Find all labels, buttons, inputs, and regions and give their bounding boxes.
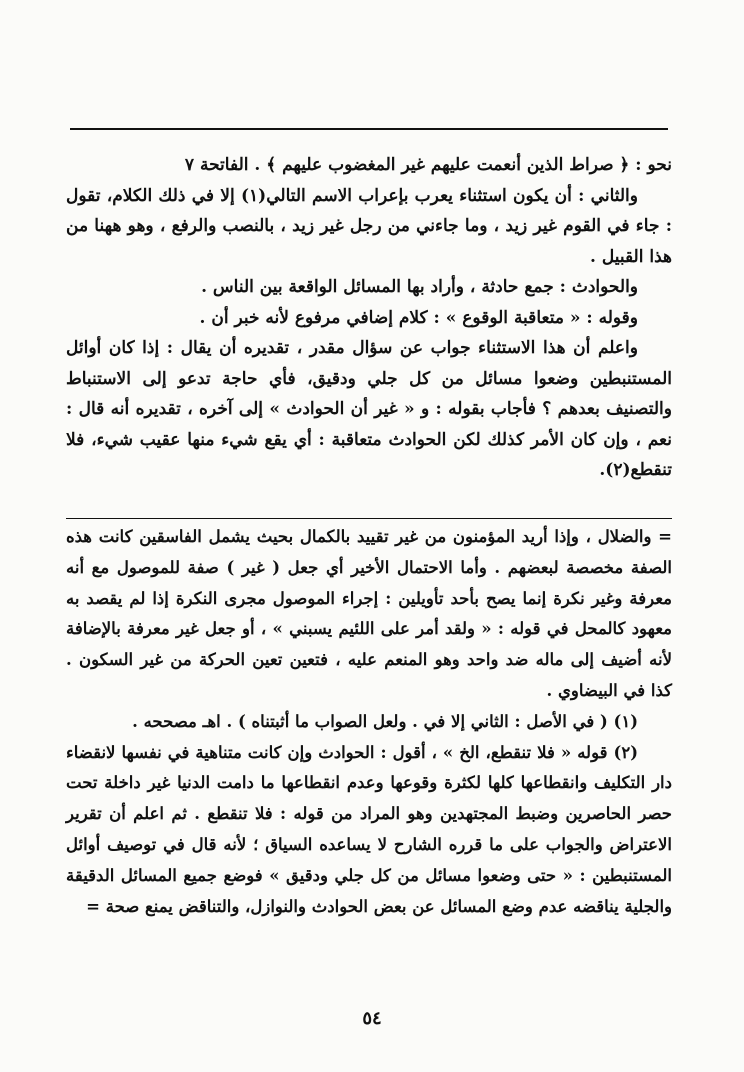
main-text [66,150,672,486]
footnote-2: (٢) قوله « فلا تنقطع، الخ » ، أقول : الحوادث وإن كانت متناهية في نفسها لانقضاء دار التكليف وانقطاعها كلها لكثرة وقوعها وعدم انقطاعها ما دامت الدنيا غير داخلة تحت حصر الحاصرين وضبط المجتهدين وهو المراد من قوله : فلا تنقطع . ثم اعلم أن تقرير الاعتراض والجواب على ما قرره الشارح لا يساعده السياق ؛ لأنه قال في توصيف أوائل المستنبطين : « حتى وضعوا مسائل من كل جلي ودقيق » فوضع جميع المسائل الدقيقة والجلية يناقضه عدم وضع المسائل عن بعض الحوادث والنوازل، والتناقض يمنع صحة = [66,742,672,916]
paragraph-istithna: واعلم أن هذا الاستثناء جواب عن سؤال مقدر ، تقديره أن يقال : إذا كان أوائل المستنبطين وضعوا مسائل من كل جلي ودقيق، فأي حاجة تدعو إلى الاستنباط والتصنيف بعدهم ؟ فأجاب بقوله : و « غير أن الحوادث » إلى آخره ، تقديره أنه قال : نعم ، وإن كان الأمر كذلك لكن الحوادث متعاقبة : أي يقع شيء منها عقيب شيء، فلا تنقطع(٢). [66,338,672,480]
footnote-rule [66,518,672,519]
paragraph-example: نحو : ﴿ صراط الذين أنعمت عليهم غير المغضوب عليهم ﴾ . الفاتحة ٧ [184,155,672,175]
footnote-continuation: = والضلال ، وإذا أريد المؤمنون من غير تقييد بالكمال بحيث يشمل الفاسقين كانت هذه الصفة مخصصة لبعضهم . وأما الاحتمال الأخير أي جعل ( غير ) صفة للموصول مع أنه معرفة وغير نكرة إنما يصح بأحد تأويلين : إجراء الموصول مجرى النكرة إذا لم يقصد به معهود كالمحل في قوله : « ولقد أمر على اللئيم يسبني » ، أو جعل غير معرفة بالإضافة لأنه أضيف إلى ماله ضد واحد وهو المنعم عليه ، فتعين تعين الحركة من غير السكون . كذا في البيضاوي . [66,527,672,700]
page-number: ٥٤ [362,1008,382,1029]
top-rule [70,128,668,130]
footnote-1: (١) ( في الأصل : الثاني إلا في . ولعل الصواب ما أثبتناه ) . اهـ مصححه . [132,711,638,731]
footnotes [66,522,672,922]
paragraph-hawadith: والحوادث : جمع حادثة ، وأراد بها المسائل الواقعة بين الناس . [201,277,638,297]
paragraph-mutaaqiba: وقوله : « متعاقبة الوقوع » : كلام إضافي مرفوع لأنه خبر أن . [199,307,638,328]
paragraph-second-type: والثاني : أن يكون استثناء يعرب بإعراب الاسم التالي(١) إلا في ذلك الكلام، تقول : جاء في القوم غير زيد ، وما جاءني من رجل غير زيد ، بالنصب والرفع ، وهو ههنا من هذا القبيل . [66,185,672,267]
